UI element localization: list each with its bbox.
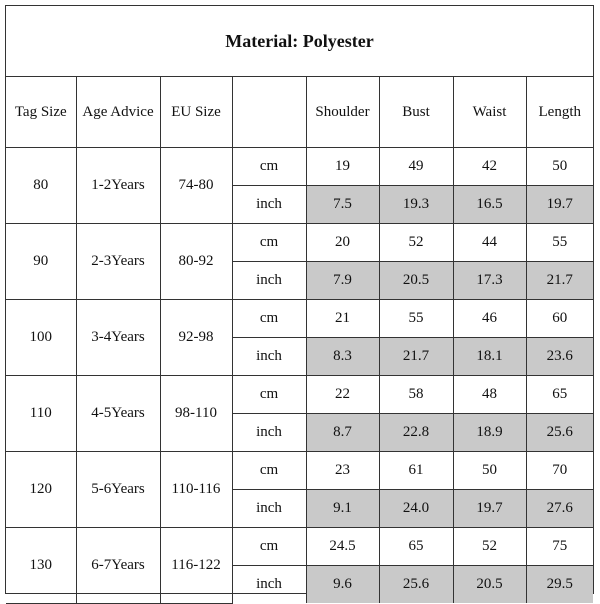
unit-cm-label: cm xyxy=(232,224,306,262)
waist-cm-cell: 46 xyxy=(453,300,526,338)
length-cm-cell: 75 xyxy=(526,528,593,566)
waist-inch-cell: 16.5 xyxy=(453,186,526,224)
unit-cm-label: cm xyxy=(232,376,306,414)
age-advice-cell: 1-2Years xyxy=(76,148,160,224)
length-inch-cell: 23.6 xyxy=(526,338,593,376)
age-advice-cell: 4-5Years xyxy=(76,376,160,452)
shoulder-cm-cell: 22 xyxy=(306,376,379,414)
waist-inch-cell: 18.1 xyxy=(453,338,526,376)
eu-size-cell: 116-122 xyxy=(160,528,232,604)
tag-size-cell: 80 xyxy=(6,148,76,224)
table-row-cm xyxy=(6,452,593,490)
eu-size-cell: 74-80 xyxy=(160,148,232,224)
waist-cm-cell: 48 xyxy=(453,376,526,414)
tag-size-cell: 90 xyxy=(6,224,76,300)
age-advice-cell: 2-3Years xyxy=(76,224,160,300)
age-advice-cell: 6-7Years xyxy=(76,528,160,604)
length-cm-cell: 70 xyxy=(526,452,593,490)
shoulder-cm-cell: 19 xyxy=(306,148,379,186)
shoulder-cm-cell: 20 xyxy=(306,224,379,262)
bust-cm-cell: 49 xyxy=(379,148,453,186)
waist-cm-cell: 44 xyxy=(453,224,526,262)
waist-cm-cell: 50 xyxy=(453,452,526,490)
shoulder-inch-cell: 8.7 xyxy=(306,414,379,452)
header-waist: Waist xyxy=(453,77,526,148)
tag-size-cell: 110 xyxy=(6,376,76,452)
bust-cm-cell: 65 xyxy=(379,528,453,566)
length-cm-cell: 55 xyxy=(526,224,593,262)
age-advice-cell: 5-6Years xyxy=(76,452,160,528)
bust-cm-cell: 52 xyxy=(379,224,453,262)
unit-cm-label: cm xyxy=(232,528,306,566)
eu-size-cell: 80-92 xyxy=(160,224,232,300)
size-table xyxy=(6,77,593,604)
shoulder-inch-cell: 9.6 xyxy=(306,566,379,604)
unit-inch-label: inch xyxy=(232,186,306,224)
shoulder-cm-cell: 23 xyxy=(306,452,379,490)
waist-inch-cell: 17.3 xyxy=(453,262,526,300)
shoulder-inch-cell: 9.1 xyxy=(306,490,379,528)
waist-inch-cell: 18.9 xyxy=(453,414,526,452)
eu-size-cell: 92-98 xyxy=(160,300,232,376)
unit-inch-label: inch xyxy=(232,566,306,604)
tag-size-cell: 100 xyxy=(6,300,76,376)
table-row-cm xyxy=(6,528,593,566)
shoulder-cm-cell: 21 xyxy=(306,300,379,338)
tag-size-cell: 120 xyxy=(6,452,76,528)
length-cm-cell: 50 xyxy=(526,148,593,186)
bust-inch-cell: 25.6 xyxy=(379,566,453,604)
waist-cm-cell: 42 xyxy=(453,148,526,186)
waist-inch-cell: 20.5 xyxy=(453,566,526,604)
header-bust: Bust xyxy=(379,77,453,148)
eu-size-cell: 98-110 xyxy=(160,376,232,452)
length-inch-cell: 21.7 xyxy=(526,262,593,300)
header-shoulder: Shoulder xyxy=(306,77,379,148)
unit-cm-label: cm xyxy=(232,148,306,186)
table-row-cm xyxy=(6,224,593,262)
table-row-cm xyxy=(6,148,593,186)
unit-inch-label: inch xyxy=(232,490,306,528)
bust-inch-cell: 21.7 xyxy=(379,338,453,376)
unit-inch-label: inch xyxy=(232,414,306,452)
length-inch-cell: 27.6 xyxy=(526,490,593,528)
table-row-cm xyxy=(6,376,593,414)
length-cm-cell: 65 xyxy=(526,376,593,414)
shoulder-inch-cell: 8.3 xyxy=(306,338,379,376)
header-age-advice: Age Advice xyxy=(76,77,160,148)
bust-cm-cell: 61 xyxy=(379,452,453,490)
bust-inch-cell: 24.0 xyxy=(379,490,453,528)
unit-inch-label: inch xyxy=(232,262,306,300)
header-length: Length xyxy=(526,77,593,148)
unit-cm-label: cm xyxy=(232,300,306,338)
header-tag-size: Tag Size xyxy=(6,77,76,148)
length-inch-cell: 25.6 xyxy=(526,414,593,452)
header-eu-size: EU Size xyxy=(160,77,232,148)
bust-cm-cell: 58 xyxy=(379,376,453,414)
bust-inch-cell: 22.8 xyxy=(379,414,453,452)
tag-size-cell: 130 xyxy=(6,528,76,604)
header-unit xyxy=(232,77,306,148)
shoulder-inch-cell: 7.5 xyxy=(306,186,379,224)
shoulder-inch-cell: 7.9 xyxy=(306,262,379,300)
table-row-cm xyxy=(6,300,593,338)
age-advice-cell: 3-4Years xyxy=(76,300,160,376)
waist-inch-cell: 19.7 xyxy=(453,490,526,528)
size-chart xyxy=(5,5,594,594)
length-inch-cell: 19.7 xyxy=(526,186,593,224)
header-row xyxy=(6,77,593,148)
eu-size-cell: 110-116 xyxy=(160,452,232,528)
length-cm-cell: 60 xyxy=(526,300,593,338)
bust-cm-cell: 55 xyxy=(379,300,453,338)
waist-cm-cell: 52 xyxy=(453,528,526,566)
length-inch-cell: 29.5 xyxy=(526,566,593,604)
bust-inch-cell: 19.3 xyxy=(379,186,453,224)
shoulder-cm-cell: 24.5 xyxy=(306,528,379,566)
unit-cm-label: cm xyxy=(232,452,306,490)
bust-inch-cell: 20.5 xyxy=(379,262,453,300)
unit-inch-label: inch xyxy=(232,338,306,376)
chart-title: Material: Polyester xyxy=(6,6,593,77)
